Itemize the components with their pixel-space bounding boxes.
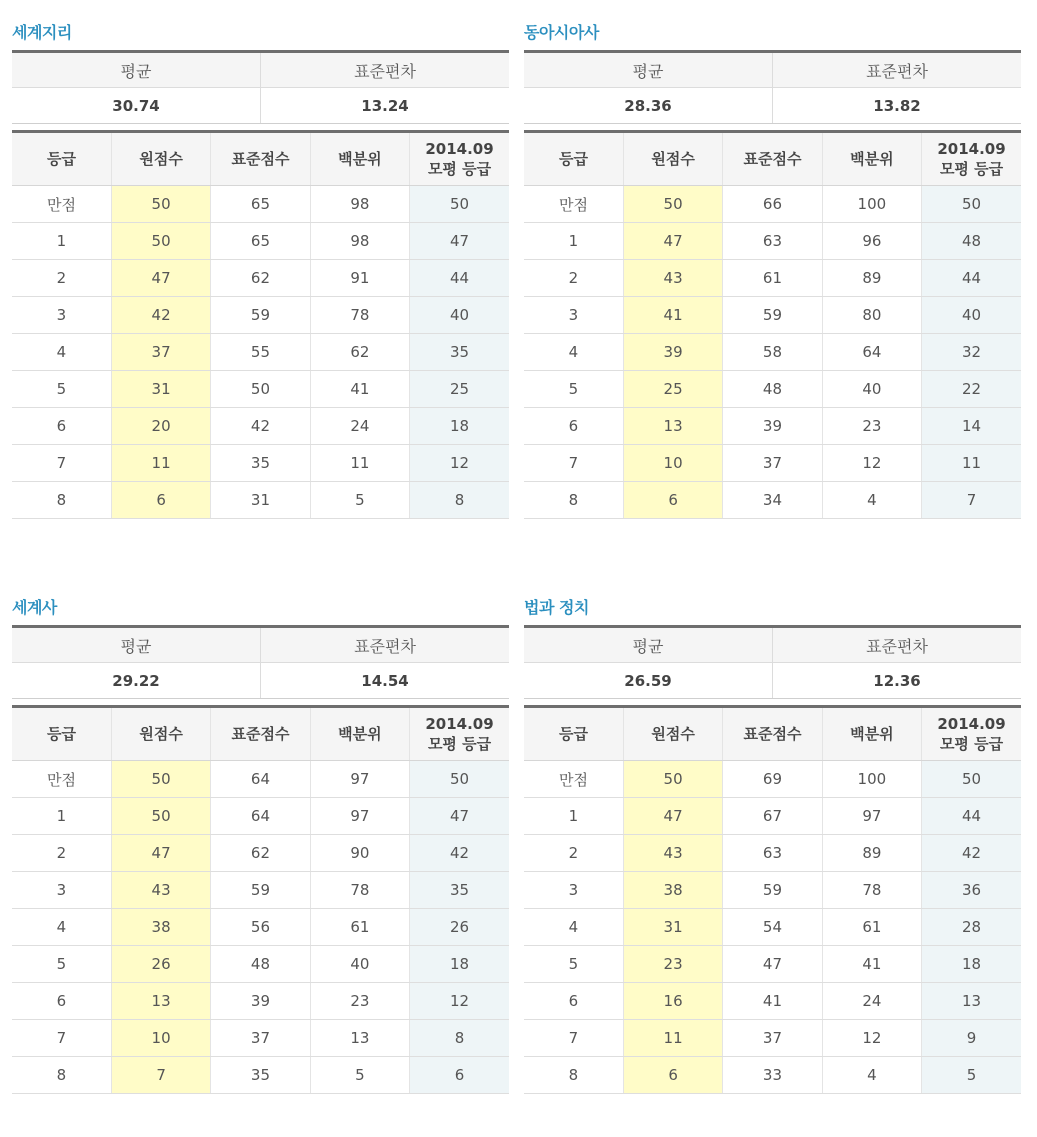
standard-score-header: 표준점수: [723, 132, 822, 186]
subject-panel-law-and-politics: [524, 585, 1021, 1094]
percentile-header: 백분위: [822, 707, 921, 761]
grade-table: [524, 705, 1021, 1094]
stddev-value: 13.82: [773, 88, 1022, 124]
percentile-cell: 91: [310, 260, 409, 297]
mock-grade-cell: 50: [410, 186, 509, 223]
standard-score-cell: 42: [211, 408, 310, 445]
percentile-cell: 5: [310, 482, 409, 519]
percentile-cell: 13: [310, 1020, 409, 1057]
grade-cell: 5: [12, 946, 111, 983]
grade-cell: 6: [524, 983, 623, 1020]
standard-score-cell: 69: [723, 761, 822, 798]
grade-cell: 8: [524, 1057, 623, 1094]
raw-score-cell: 47: [623, 798, 722, 835]
mock-grade-cell: 12: [410, 983, 509, 1020]
mock-grade-cell: 42: [410, 835, 509, 872]
summary-table: [524, 50, 1021, 124]
standard-score-cell: 47: [723, 946, 822, 983]
standard-score-cell: 64: [211, 761, 310, 798]
grade-cell: 6: [524, 408, 623, 445]
grade-cell: 2: [12, 260, 111, 297]
grade-cell: 만점: [524, 761, 623, 798]
standard-score-cell: 66: [723, 186, 822, 223]
mean-header: 평균: [12, 52, 261, 88]
mock-grade-cell: 35: [410, 334, 509, 371]
grade-cell: 8: [12, 1057, 111, 1094]
grade-cell: 5: [524, 371, 623, 408]
table-row: [12, 186, 509, 223]
table-row: [12, 334, 509, 371]
table-row: [524, 482, 1021, 519]
grade-table: [12, 130, 509, 519]
mock-grade-cell: 35: [410, 872, 509, 909]
standard-score-cell: 50: [211, 371, 310, 408]
raw-score-header: 원점수: [111, 707, 210, 761]
raw-score-cell: 47: [111, 835, 210, 872]
mock-grade-cell: 6: [410, 1057, 509, 1094]
raw-score-cell: 23: [623, 946, 722, 983]
standard-score-cell: 48: [211, 946, 310, 983]
grade-cell: 만점: [524, 186, 623, 223]
standard-score-cell: 59: [211, 872, 310, 909]
percentile-cell: 4: [822, 1057, 921, 1094]
raw-score-cell: 11: [111, 445, 210, 482]
percentile-cell: 41: [822, 946, 921, 983]
percentile-header: 백분위: [310, 707, 409, 761]
grade-cell: 4: [12, 334, 111, 371]
percentile-cell: 80: [822, 297, 921, 334]
raw-score-cell: 42: [111, 297, 210, 334]
grade-cell: 5: [12, 371, 111, 408]
mean-header: 평균: [524, 52, 773, 88]
raw-score-cell: 50: [111, 186, 210, 223]
mock-grade-cell: 50: [410, 761, 509, 798]
mock-grade-cell: 44: [410, 260, 509, 297]
mock-grade-cell: 5: [922, 1057, 1021, 1094]
grade-cell: 1: [524, 798, 623, 835]
percentile-cell: 61: [310, 909, 409, 946]
percentile-cell: 23: [310, 983, 409, 1020]
mock-grade-cell: 8: [410, 482, 509, 519]
percentile-header: 백분위: [310, 132, 409, 186]
table-row: [524, 835, 1021, 872]
standard-score-cell: 35: [211, 445, 310, 482]
table-row: [524, 761, 1021, 798]
grade-table: [524, 130, 1021, 519]
standard-score-cell: 59: [723, 872, 822, 909]
table-row: [12, 983, 509, 1020]
grade-cell: 8: [12, 482, 111, 519]
grade-cell: 5: [524, 946, 623, 983]
standard-score-cell: 64: [211, 798, 310, 835]
standard-score-cell: 37: [723, 445, 822, 482]
raw-score-cell: 26: [111, 946, 210, 983]
percentile-cell: 4: [822, 482, 921, 519]
table-row: [524, 946, 1021, 983]
percentile-cell: 40: [310, 946, 409, 983]
mock-grade-cell: 44: [922, 798, 1021, 835]
mock-grade-cell: 13: [922, 983, 1021, 1020]
mock-grade-cell: 47: [410, 223, 509, 260]
grade-cell: 4: [524, 909, 623, 946]
standard-score-cell: 62: [211, 835, 310, 872]
mock-grade-cell: 25: [410, 371, 509, 408]
grade-cell: 8: [524, 482, 623, 519]
grade-cell: 3: [12, 297, 111, 334]
percentile-cell: 97: [822, 798, 921, 835]
grade-header: 등급: [12, 132, 111, 186]
summary-table: [12, 625, 509, 699]
raw-score-cell: 47: [111, 260, 210, 297]
mock-grade-cell: 22: [922, 371, 1021, 408]
percentile-cell: 41: [310, 371, 409, 408]
standard-score-cell: 58: [723, 334, 822, 371]
mock-grade-cell: 8: [410, 1020, 509, 1057]
percentile-cell: 78: [310, 297, 409, 334]
mean-value: 28.36: [524, 88, 773, 124]
standard-score-cell: 65: [211, 223, 310, 260]
standard-score-cell: 48: [723, 371, 822, 408]
standard-score-cell: 59: [211, 297, 310, 334]
standard-score-header: 표준점수: [723, 707, 822, 761]
table-row: [524, 260, 1021, 297]
table-row: [524, 297, 1021, 334]
raw-score-cell: 39: [623, 334, 722, 371]
percentile-cell: 64: [822, 334, 921, 371]
raw-score-cell: 20: [111, 408, 210, 445]
raw-score-cell: 50: [623, 186, 722, 223]
standard-score-cell: 67: [723, 798, 822, 835]
percentile-cell: 98: [310, 186, 409, 223]
table-row: [12, 482, 509, 519]
mock-grade-cell: 26: [410, 909, 509, 946]
standard-score-cell: 56: [211, 909, 310, 946]
grade-header: 등급: [12, 707, 111, 761]
table-row: [524, 798, 1021, 835]
standard-score-cell: 63: [723, 835, 822, 872]
table-row: [12, 408, 509, 445]
stddev-header: 표준편차: [261, 627, 510, 663]
stddev-value: 13.24: [261, 88, 510, 124]
grade-cell: 1: [12, 798, 111, 835]
standard-score-cell: 55: [211, 334, 310, 371]
grade-cell: 4: [524, 334, 623, 371]
table-row: [524, 1020, 1021, 1057]
mean-header: 평균: [12, 627, 261, 663]
percentile-cell: 98: [310, 223, 409, 260]
grade-cell: 2: [524, 835, 623, 872]
raw-score-cell: 41: [623, 297, 722, 334]
percentile-cell: 78: [822, 872, 921, 909]
mock-grade-cell: 11: [922, 445, 1021, 482]
grade-cell: 2: [12, 835, 111, 872]
summary-table: [12, 50, 509, 124]
table-row: [12, 909, 509, 946]
percentile-cell: 90: [310, 835, 409, 872]
mock-grade-cell: 48: [922, 223, 1021, 260]
raw-score-cell: 47: [623, 223, 722, 260]
percentile-cell: 89: [822, 260, 921, 297]
mock-grade-cell: 28: [922, 909, 1021, 946]
raw-score-cell: 16: [623, 983, 722, 1020]
mock-grade-cell: 40: [410, 297, 509, 334]
table-row: [12, 835, 509, 872]
standard-score-cell: 33: [723, 1057, 822, 1094]
mock-grade-cell: 32: [922, 334, 1021, 371]
mean-value: 30.74: [12, 88, 261, 124]
standard-score-cell: 37: [723, 1020, 822, 1057]
raw-score-cell: 10: [111, 1020, 210, 1057]
table-row: [12, 761, 509, 798]
raw-score-cell: 25: [623, 371, 722, 408]
raw-score-cell: 31: [623, 909, 722, 946]
mock-grade-cell: 36: [922, 872, 1021, 909]
table-row: [524, 371, 1021, 408]
mock-grade-cell: 50: [922, 761, 1021, 798]
subject-title: 동아시아사: [524, 23, 599, 42]
mock-grade-cell: 44: [922, 260, 1021, 297]
standard-score-cell: 34: [723, 482, 822, 519]
percentile-cell: 61: [822, 909, 921, 946]
table-row: [12, 445, 509, 482]
percentile-cell: 40: [822, 371, 921, 408]
raw-score-header: 원점수: [623, 707, 722, 761]
percentile-cell: 62: [310, 334, 409, 371]
standard-score-header: 표준점수: [211, 707, 310, 761]
standard-score-cell: 39: [211, 983, 310, 1020]
raw-score-cell: 10: [623, 445, 722, 482]
raw-score-cell: 50: [111, 761, 210, 798]
subject-panel-world-history: [12, 585, 509, 1094]
grade-cell: 7: [12, 1020, 111, 1057]
stddev-header: 표준편차: [773, 52, 1022, 88]
grade-cell: 3: [524, 872, 623, 909]
mock-grade-cell: 18: [410, 946, 509, 983]
mock-exam-grade-header: 2014.09 모평 등급: [922, 132, 1021, 186]
mock-exam-grade-header: 2014.09 모평 등급: [922, 707, 1021, 761]
percentile-cell: 100: [822, 761, 921, 798]
table-row: [12, 946, 509, 983]
percentile-cell: 89: [822, 835, 921, 872]
standard-score-cell: 39: [723, 408, 822, 445]
raw-score-cell: 43: [623, 835, 722, 872]
mock-grade-cell: 18: [922, 946, 1021, 983]
percentile-cell: 5: [310, 1057, 409, 1094]
percentile-cell: 97: [310, 798, 409, 835]
raw-score-cell: 50: [111, 223, 210, 260]
mean-value: 26.59: [524, 663, 773, 699]
raw-score-cell: 7: [111, 1057, 210, 1094]
raw-score-cell: 50: [111, 798, 210, 835]
raw-score-cell: 13: [111, 983, 210, 1020]
grade-table: [12, 705, 509, 1094]
grade-cell: 2: [524, 260, 623, 297]
subject-title: 법과 정치: [524, 598, 589, 617]
table-row: [524, 983, 1021, 1020]
raw-score-cell: 43: [623, 260, 722, 297]
grade-cell: 3: [524, 297, 623, 334]
percentile-cell: 24: [310, 408, 409, 445]
raw-score-cell: 43: [111, 872, 210, 909]
mock-grade-cell: 50: [922, 186, 1021, 223]
subject-title: 세계지리: [12, 23, 72, 42]
table-row: [524, 909, 1021, 946]
percentile-cell: 78: [310, 872, 409, 909]
grade-cell: 만점: [12, 186, 111, 223]
raw-score-cell: 31: [111, 371, 210, 408]
percentile-cell: 100: [822, 186, 921, 223]
raw-score-cell: 38: [623, 872, 722, 909]
mock-grade-cell: 42: [922, 835, 1021, 872]
table-row: [524, 1057, 1021, 1094]
stddev-header: 표준편차: [261, 52, 510, 88]
raw-score-header: 원점수: [623, 132, 722, 186]
table-row: [12, 297, 509, 334]
grade-cell: 1: [524, 223, 623, 260]
table-row: [12, 371, 509, 408]
percentile-cell: 12: [822, 1020, 921, 1057]
subject-panel-world-geography: [12, 10, 509, 519]
subject-panel-east-asian-history: [524, 10, 1021, 519]
grade-cell: 7: [524, 1020, 623, 1057]
mock-grade-cell: 7: [922, 482, 1021, 519]
grade-cell: 6: [12, 408, 111, 445]
stddev-header: 표준편차: [773, 627, 1022, 663]
table-row: [524, 872, 1021, 909]
raw-score-cell: 11: [623, 1020, 722, 1057]
mock-grade-cell: 12: [410, 445, 509, 482]
raw-score-cell: 37: [111, 334, 210, 371]
standard-score-cell: 35: [211, 1057, 310, 1094]
table-row: [524, 445, 1021, 482]
percentile-header: 백분위: [822, 132, 921, 186]
grade-header: 등급: [524, 132, 623, 186]
stddev-value: 12.36: [773, 663, 1022, 699]
mock-exam-grade-header: 2014.09 모평 등급: [410, 132, 509, 186]
table-row: [12, 798, 509, 835]
raw-score-cell: 38: [111, 909, 210, 946]
grade-cell: 3: [12, 872, 111, 909]
standard-score-cell: 41: [723, 983, 822, 1020]
raw-score-cell: 50: [623, 761, 722, 798]
table-row: [524, 186, 1021, 223]
raw-score-cell: 6: [623, 1057, 722, 1094]
stddev-value: 14.54: [261, 663, 510, 699]
grade-cell: 4: [12, 909, 111, 946]
table-row: [12, 872, 509, 909]
summary-table: [524, 625, 1021, 699]
grade-cell: 만점: [12, 761, 111, 798]
mock-grade-cell: 47: [410, 798, 509, 835]
table-row: [12, 1057, 509, 1094]
raw-score-header: 원점수: [111, 132, 210, 186]
grade-cell: 1: [12, 223, 111, 260]
percentile-cell: 11: [310, 445, 409, 482]
standard-score-cell: 65: [211, 186, 310, 223]
table-row: [12, 260, 509, 297]
standard-score-cell: 61: [723, 260, 822, 297]
table-row: [524, 408, 1021, 445]
mock-grade-cell: 18: [410, 408, 509, 445]
table-row: [524, 334, 1021, 371]
standard-score-cell: 31: [211, 482, 310, 519]
table-row: [524, 223, 1021, 260]
mock-grade-cell: 9: [922, 1020, 1021, 1057]
mean-header: 평균: [524, 627, 773, 663]
percentile-cell: 24: [822, 983, 921, 1020]
mock-grade-cell: 14: [922, 408, 1021, 445]
percentile-cell: 97: [310, 761, 409, 798]
percentile-cell: 96: [822, 223, 921, 260]
standard-score-header: 표준점수: [211, 132, 310, 186]
table-row: [12, 1020, 509, 1057]
raw-score-cell: 6: [623, 482, 722, 519]
raw-score-cell: 6: [111, 482, 210, 519]
standard-score-cell: 62: [211, 260, 310, 297]
raw-score-cell: 13: [623, 408, 722, 445]
grade-cell: 7: [12, 445, 111, 482]
percentile-cell: 23: [822, 408, 921, 445]
subject-title: 세계사: [12, 598, 57, 617]
standard-score-cell: 54: [723, 909, 822, 946]
grade-cell: 7: [524, 445, 623, 482]
standard-score-cell: 63: [723, 223, 822, 260]
mock-grade-cell: 40: [922, 297, 1021, 334]
grade-header: 등급: [524, 707, 623, 761]
mean-value: 29.22: [12, 663, 261, 699]
percentile-cell: 12: [822, 445, 921, 482]
grade-cell: 6: [12, 983, 111, 1020]
table-row: [12, 223, 509, 260]
standard-score-cell: 37: [211, 1020, 310, 1057]
standard-score-cell: 59: [723, 297, 822, 334]
mock-exam-grade-header: 2014.09 모평 등급: [410, 707, 509, 761]
